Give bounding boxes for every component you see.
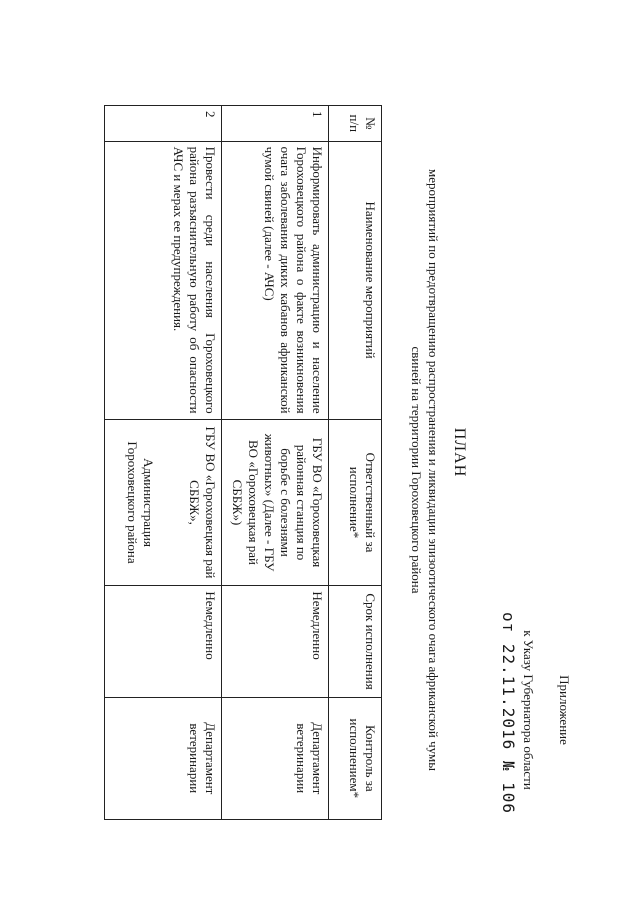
- appendix-label: Приложение: [557, 675, 572, 745]
- activity-cell: Провести среди населения Гороховецкого района разъяснительную работу об опасности АЧС и мерах ее предупреждения.: [105, 141, 222, 419]
- row-number: 1: [222, 106, 329, 142]
- responsible-text: ГБУ ВО «Гороховецкая рай СББЖ»,: [187, 426, 218, 579]
- decree-reference: к Указу Губернатора области: [521, 630, 536, 790]
- table-header-row: [329, 106, 382, 820]
- responsible-cell: [222, 419, 329, 586]
- responsible-text-secondary: Администрация Гороховецкого района: [125, 441, 156, 564]
- plan-table: [104, 105, 382, 820]
- control-cell: Департамент ветеринарии: [222, 697, 329, 819]
- column-header-number: № п/п: [329, 106, 382, 142]
- row-number: 2: [105, 106, 222, 142]
- control-cell: Департамент ветеринарии: [105, 697, 222, 819]
- document-subtitle: мероприятий по предотвращению распространения и ликвидации эпизоотического очага африканской чумы свиней на территории Гороховецкого района: [409, 169, 441, 771]
- term-cell: Немедленно: [105, 586, 222, 697]
- column-header-activity: Наименование мероприятий: [329, 141, 382, 419]
- column-header-term: Срок исполнения: [329, 586, 382, 697]
- responsible-cell: [105, 419, 222, 586]
- column-header-control: Контроль за исполнением*: [329, 697, 382, 819]
- document-title: ПЛАН: [451, 427, 468, 478]
- table-row: [222, 106, 329, 820]
- responsible-text: ГБУ ВО «Гороховецкая районная станция по борьбе с болезнями животных» (Далее - ГБУ ВО «Гороховецкая рай СББЖ»): [230, 433, 325, 572]
- decree-date-number: от 22.11.2016 № 106: [499, 612, 518, 815]
- activity-cell: Информировать администрацию и население Гороховецкого района о факте возникновения очага заболевания диких кабанов африканской чумой свиней (далее - АЧС): [222, 141, 329, 419]
- column-header-responsible: Ответственный за исполнение*: [329, 419, 382, 586]
- term-cell: Немедленно: [222, 586, 329, 697]
- table-row: [105, 106, 222, 820]
